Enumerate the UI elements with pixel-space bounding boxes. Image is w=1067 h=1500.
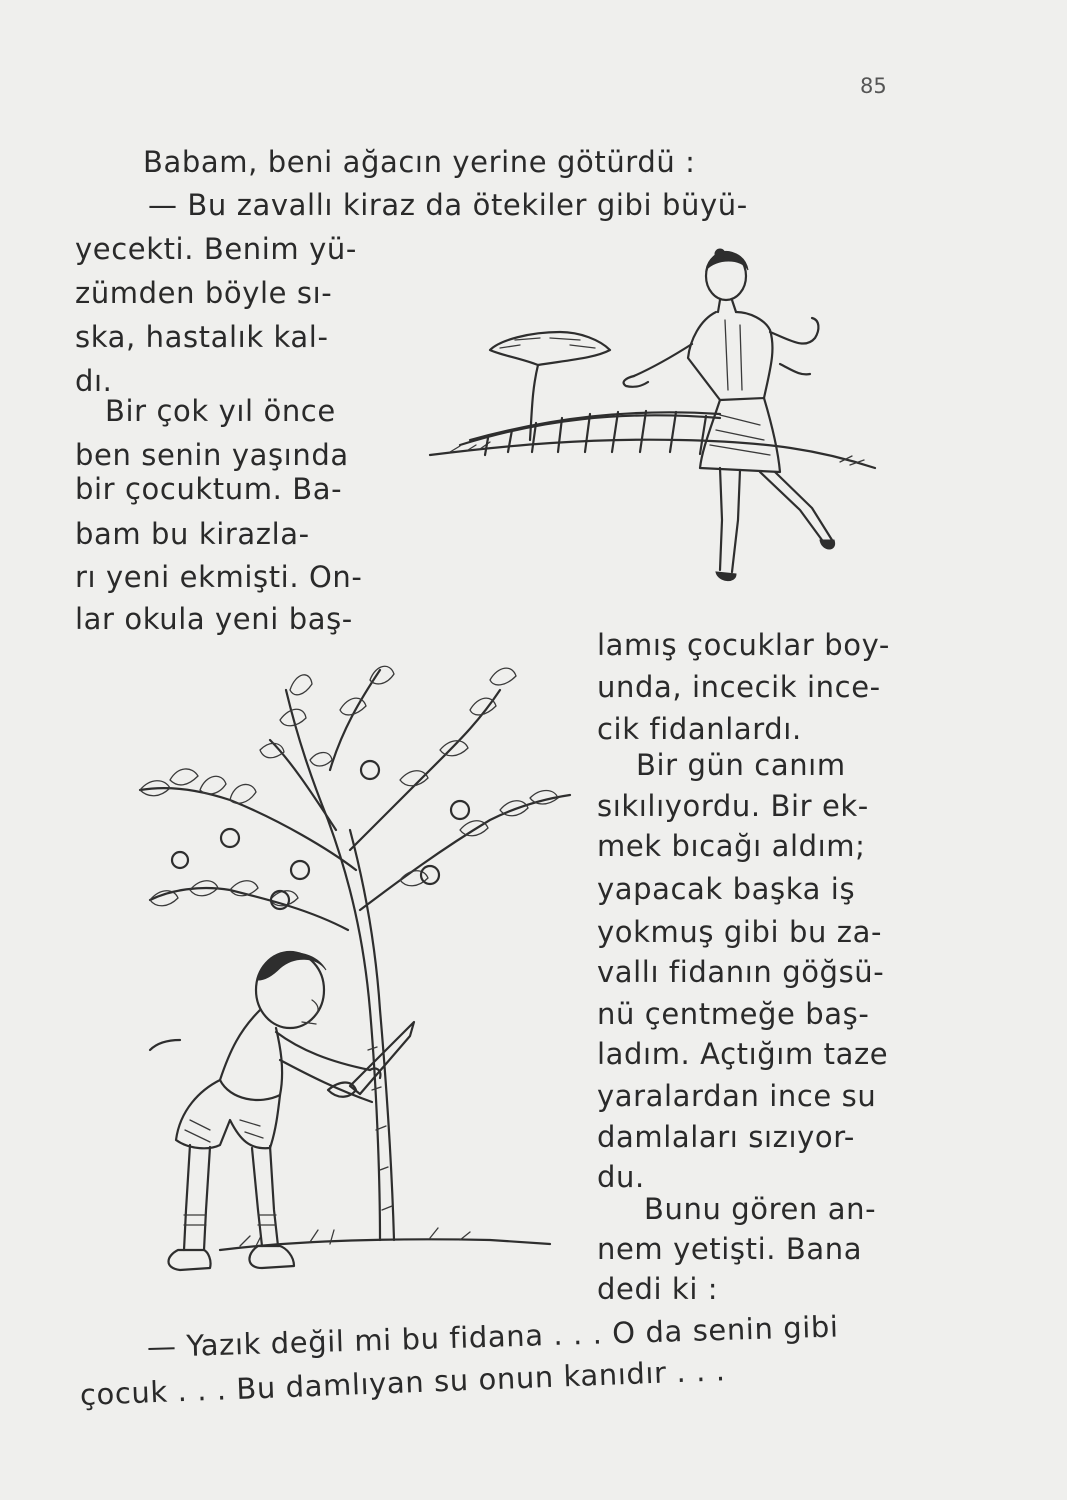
text-line: dedi ki : — [597, 1272, 719, 1306]
text-line: ben senin yaşında — [75, 438, 349, 472]
text-line: zümden böyle sı- — [75, 276, 333, 310]
text-line: sıkılıyordu. Bir ek- — [597, 789, 869, 823]
text-line: — Bu zavallı kiraz da ötekiler gibi büyü- — [148, 188, 748, 222]
text-line: ladım. Açtığım taze — [597, 1037, 889, 1071]
text-line: Bir gün canım — [636, 748, 846, 782]
text-line: Bunu gören an- — [644, 1192, 877, 1226]
text-line: dı. — [75, 364, 113, 398]
text-line: mek bıcağı aldım; — [597, 829, 866, 863]
text-line: rı yeni ekmişti. On- — [75, 560, 363, 594]
text-line: vallı fidanın göğsü- — [597, 955, 885, 989]
text-line: bam bu kirazla- — [75, 517, 310, 551]
text-line: yaralardan ince su — [597, 1079, 877, 1113]
text-line: yecekti. Benim yü- — [75, 232, 357, 266]
text-line: Babam, beni ağacın yerine götürdü : — [143, 145, 696, 179]
text-line: du. — [597, 1160, 645, 1194]
text-line: Bir çok yıl önce — [105, 394, 336, 428]
text-line: cik fidanlardı. — [597, 712, 802, 746]
text-line: unda, incecik ince- — [597, 670, 881, 704]
text-line: damlaları sızıyor- — [597, 1120, 855, 1154]
text-line: nü çentmeğe baş- — [597, 997, 870, 1031]
woman-walking-icon — [420, 240, 880, 600]
text-line: nem yetişti. Bana — [597, 1232, 863, 1266]
text-line: ska, hastalık kal- — [75, 320, 329, 354]
text-line: bir çocuktum. Ba- — [75, 472, 343, 506]
text-line: lar okula yeni baş- — [75, 602, 353, 636]
text-line: lamış çocuklar boy- — [597, 628, 890, 662]
page-number: 85 — [860, 74, 887, 98]
text-line: yapacak başka iş — [597, 872, 856, 906]
text-line: yokmuş gibi bu za- — [597, 915, 883, 949]
text-line: çocuk . . . Bu damlıyan su onun kanıdır . . . — [79, 1353, 727, 1412]
boy-cutting-tree-icon — [80, 650, 580, 1290]
text-line: — Yazık değil mi bu fidana . . . O da senin gibi — [146, 1309, 840, 1364]
